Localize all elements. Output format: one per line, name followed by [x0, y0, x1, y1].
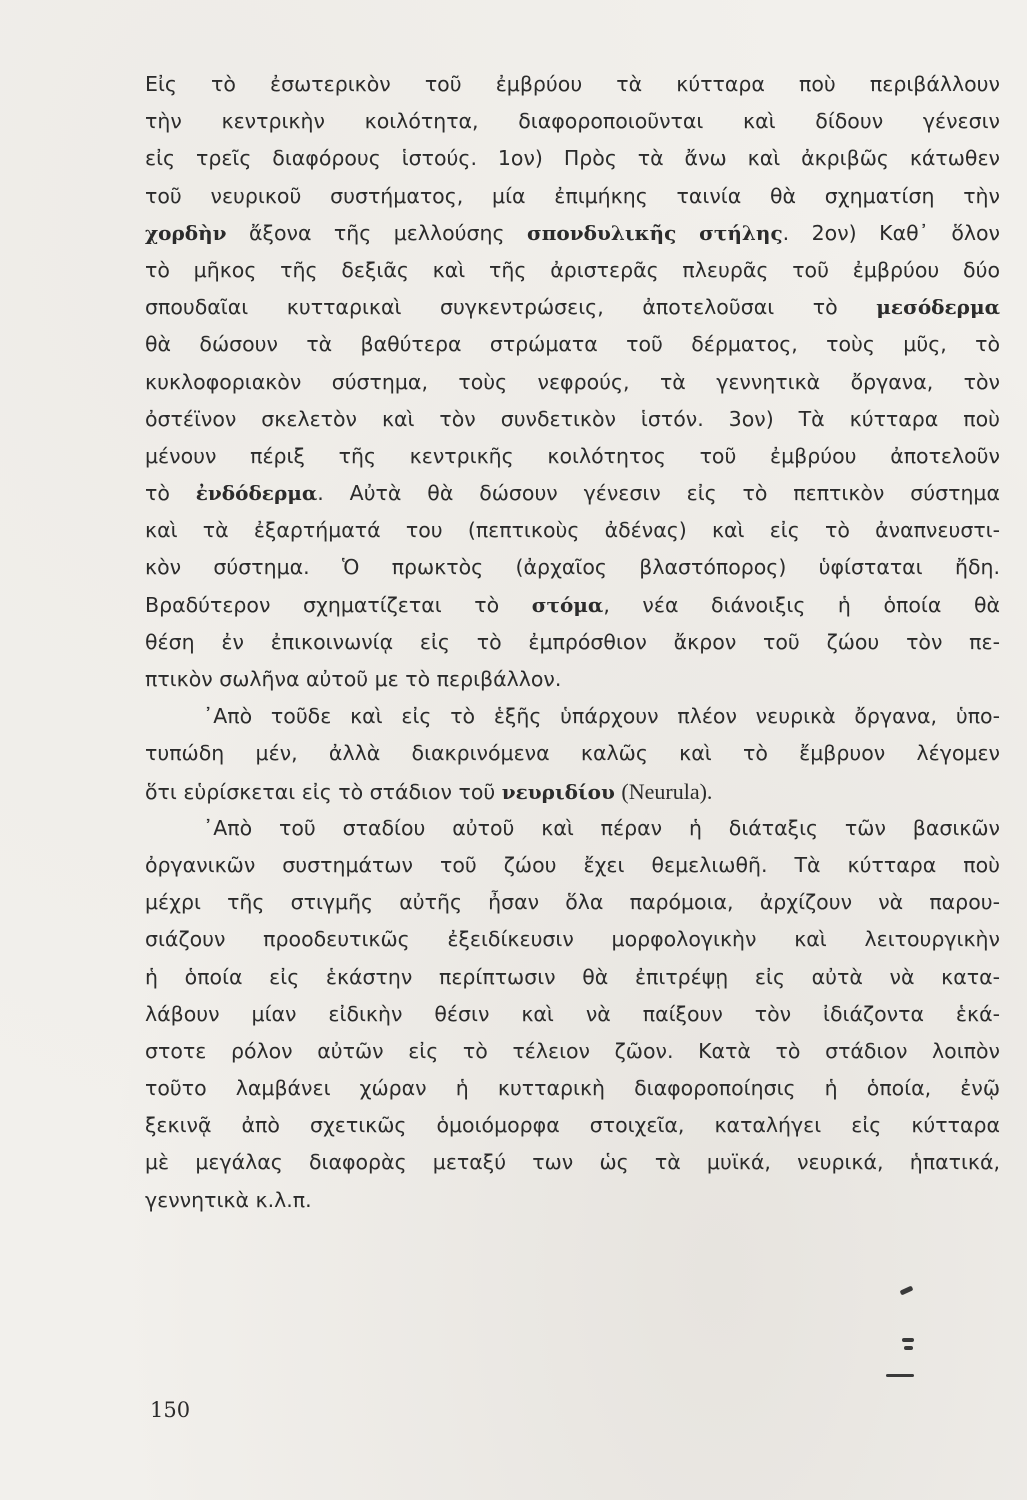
term-spondylike-stele: σπονδυλικῆς στήλης: [527, 220, 783, 245]
text-line: σιάζουν προοδευτικῶς ἐξειδίκευσιν μορφολογικὴν καὶ λειτουργικὴν: [145, 927, 1000, 952]
text-line: τοῦτο λαμβάνει χώραν ἡ κυτταρικὴ διαφοροποίησις ἡ ὁποία, ἐνῷ: [145, 1076, 1000, 1101]
text-line: τοῦ νευρικοῦ συστήματος, μία ἐπιμήκης ταινία θὰ σχηματίση τὴν: [145, 183, 1000, 208]
text-line: τὸ μῆκος τῆς δεξιᾶς καὶ τῆς ἀριστερᾶς πλευρᾶς τοῦ ἐμβρύου δύο: [145, 257, 1000, 282]
text-line: λάβουν μίαν εἰδικὴν θέσιν καὶ νὰ παίξουν τὸν ἰδιάζοντα ἑκά-: [145, 1001, 1000, 1026]
text-line: σπουδαῖαι κυτταρικαὶ συγκεντρώσεις, ἀποτελοῦσαι τὸ μεσόδερμα: [145, 295, 1000, 320]
text-line: Βραδύτερον σχηματίζεται τὸ στόμα, νέα διάνοιξις ἡ ὁποία θὰ: [145, 592, 1001, 617]
text-line: ὀστέϊνον σκελετὸν καὶ τὸν συνδετικὸν ἱστόν. 3ον) Τὰ κύτταρα ποὺ: [145, 406, 1000, 431]
text-line: μέχρι τῆς στιγμῆς αὐτῆς ἦσαν ὅλα παρόμοια, ἀρχίζουν νὰ παρου-: [145, 890, 1000, 915]
text-line: ἡ ὁποία εἰς ἑκάστην περίπτωσιν θὰ ἐπιτρέψῃ εἰς αὐτὰ νὰ κατα-: [145, 964, 1000, 989]
term-neuridiou: νευριδίου: [501, 779, 615, 804]
text-line: κυκλοφοριακὸν σύστημα, τοὺς νεφρούς, τὰ γεννητικὰ ὄργανα, τὸν: [145, 369, 1000, 394]
term-neurula: (Neurula).: [621, 778, 713, 804]
text-line: τὴν κεντρικὴν κοιλότητα, διαφοροποιοῦνται καὶ δίδουν γένεσιν: [145, 109, 1000, 134]
ink-mark: [900, 1285, 914, 1295]
text-line: τυπώδη μέν, ἀλλὰ διακρινόμενα καλῶς καὶ τὸ ἔμβρυον λέγομεν: [145, 741, 1000, 766]
text-line: θέση ἐν ἐπικοινωνίᾳ εἰς τὸ ἐμπρόσθιον ἄκρον τοῦ ζώου τὸν πε-: [145, 629, 1000, 654]
text-line: στοτε ρόλον αὐτῶν εἰς τὸ τέλειον ζῶον. Κατὰ τὸ στάδιον λοιπὸν: [145, 1038, 1000, 1063]
term-mesoderma: μεσόδερμα: [876, 295, 1000, 320]
text-line: ὀργανικῶν συστημάτων τοῦ ζώου ἔχει θεμελιωθῆ. Τὰ κύτταρα ποὺ: [145, 852, 1000, 877]
text-line: ᾿Απὸ τοῦδε καὶ εἰς τὸ ἑξῆς ὑπάρχουν πλέον νευρικὰ ὄργανα, ὑπο-: [203, 704, 1000, 729]
text-line: Εἰς τὸ ἐσωτερικὸν τοῦ ἐμβρύου τὰ κύτταρα ποὺ περιβάλλουν: [145, 72, 1000, 96]
text-line: ὅτι εὑρίσκεται εἰς τὸ στάδιον τοῦ νευριδίου (Neurula).: [145, 778, 713, 804]
text-line: ξεκινᾷ ἀπὸ σχετικῶς ὁμοιόμορφα στοιχεῖα, καταλήγει εἰς κύτταρα: [145, 1113, 1000, 1138]
text-line: χορδὴν ἄξονα τῆς μελλούσης σπονδυλικῆς στήλης. 2ον) Καθ᾿ ὅλον: [145, 220, 1000, 245]
text-line: τὸ ἐνδόδερμα. Αὐτὰ θὰ δώσουν γένεσιν εἰς τὸ πεπτικὸν σύστημα: [145, 481, 1000, 506]
text-line: ᾿Απὸ τοῦ σταδίου αὐτοῦ καὶ πέραν ἡ διάταξις τῶν βασικῶν: [203, 815, 1000, 840]
text-line: θὰ δώσουν τὰ βαθύτερα στρώματα τοῦ δέρματος, τοὺς μῦς, τὸ: [145, 332, 1000, 357]
text-line: μὲ μεγάλας διαφορὰς μεταξύ των ὡς τὰ μυϊκά, νευρικά, ἡπατικά,: [145, 1150, 1000, 1175]
term-endoderma: ἐνδόδερμα: [195, 481, 318, 506]
text-line: κὸν σύστημα. Ὁ πρωκτὸς (ἀρχαῖος βλαστόπορος) ὑφίσταται ἤδη.: [145, 555, 1000, 580]
term-chorde: χορδὴν: [145, 220, 227, 245]
page-number: 150: [150, 1398, 191, 1422]
ink-mark: [904, 1346, 913, 1350]
ink-mark: [886, 1374, 914, 1377]
body-text: [145, 66, 1000, 1219]
text-line: πτικὸν σωλῆνα αὐτοῦ με τὸ περιβάλλον.: [145, 667, 562, 691]
text-line: γεννητικὰ κ.λ.π.: [145, 1187, 312, 1212]
text-line: καὶ τὰ ἐξαρτήματά του (πεπτικοὺς ἀδένας) καὶ εἰς τὸ ἀναπνευστι-: [145, 518, 1000, 543]
ink-mark: [902, 1338, 914, 1342]
term-stoma: στόμα: [531, 592, 604, 617]
text-line: εἰς τρεῖς διαφόρους ἱστούς. 1ον) Πρὸς τὰ ἄνω καὶ ἀκριβῶς κάτωθεν: [145, 146, 1000, 171]
text-line: μένουν πέριξ τῆς κεντρικῆς κοιλότητος τοῦ ἐμβρύου ἀποτελοῦν: [145, 443, 1000, 468]
